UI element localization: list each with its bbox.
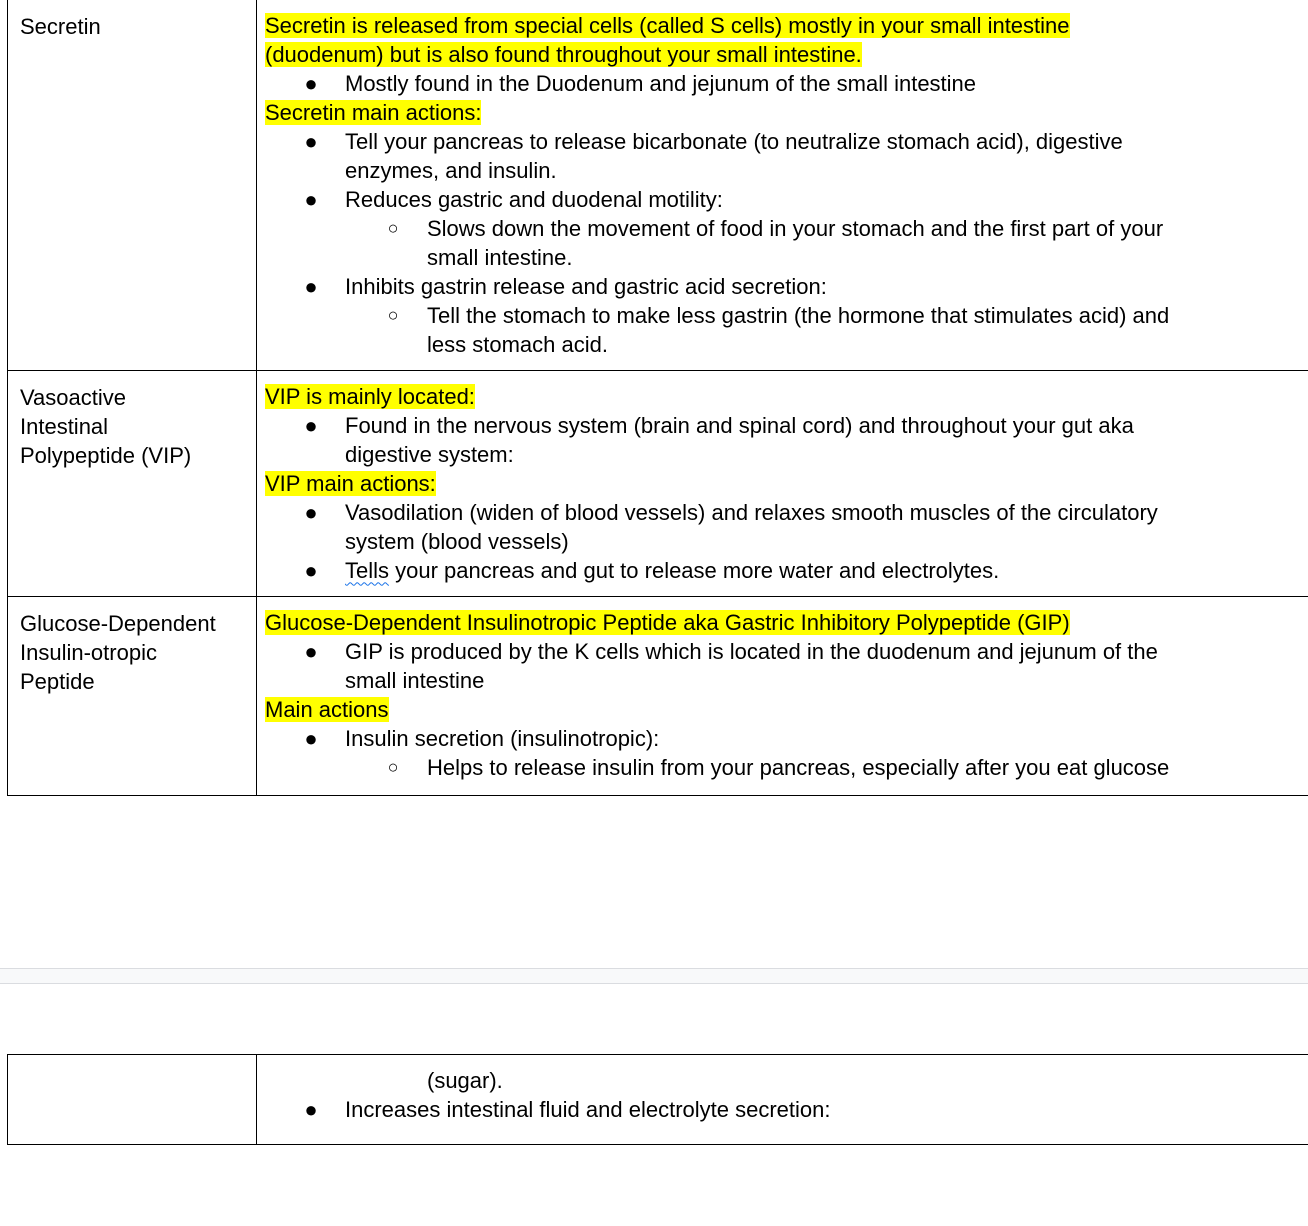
sub-bullet-text: Helps to release insulin from your pancreas, especially after you eat glucose xyxy=(427,754,1170,780)
sub-bullet-text: Tell the stomach to make less gastrin (the hormone that stimulates acid) and xyxy=(427,303,1170,328)
bullet-text: Reduces gastric and duodenal motility: xyxy=(345,187,723,212)
bullet-continuation xyxy=(265,527,1308,556)
bullet-text: Increases intestinal fluid and electrolyte secretion: xyxy=(345,1097,831,1122)
hormone-description-cell[interactable] xyxy=(257,0,1308,370)
highlighted-text: Secretin is released from special cells (called S cells) mostly in your small intestine xyxy=(265,13,1070,38)
hormone-name-line: Vasoactive xyxy=(20,384,126,410)
sub-bullet-text: small intestine. xyxy=(427,245,573,270)
bullet-icon: ● xyxy=(304,187,318,212)
bullet-icon: ● xyxy=(304,274,318,299)
bullet-icon: ● xyxy=(304,557,318,583)
bullet-item xyxy=(265,556,1308,585)
bullet-text: enzymes, and insulin. xyxy=(345,158,557,183)
sub-bullet-continuation xyxy=(265,243,1308,272)
section-heading xyxy=(265,382,1308,411)
bullet-text: Vasodilation (widen of blood vessels) and relaxes smooth muscles of the circulatory xyxy=(345,499,1158,525)
bullet-icon: ● xyxy=(304,1097,318,1122)
bullet-continuation xyxy=(265,666,1308,695)
bullet-text: GIP is produced by the K cells which is located in the duodenum and jejunum of the xyxy=(345,638,1158,664)
hormone-name-line: Secretin xyxy=(20,14,101,39)
bullet-item xyxy=(265,498,1308,527)
bullet-item xyxy=(265,724,1308,753)
sub-bullet-item xyxy=(265,301,1308,330)
bullet-icon: ● xyxy=(304,412,318,438)
bullet-text: system (blood vessels) xyxy=(345,528,569,554)
highlighted-text: Glucose-Dependent Insulinotropic Peptide aka Gastric Inhibitory Polypeptide (GIP) xyxy=(265,609,1070,635)
hormone-description-cell[interactable] xyxy=(257,1055,1308,1145)
section-heading xyxy=(265,469,1308,498)
bullet-text: Insulin secretion (insulinotropic): xyxy=(345,725,660,751)
bullet-icon: ● xyxy=(304,129,318,154)
hormone-table xyxy=(7,0,1308,796)
sub-bullet-continuation xyxy=(265,1066,1308,1095)
sub-bullet-item xyxy=(265,753,1308,782)
paragraph-line xyxy=(265,40,1308,69)
bullet-icon: ● xyxy=(304,499,318,525)
bullet-continuation xyxy=(265,156,1308,185)
highlighted-text: VIP main actions: xyxy=(265,470,436,496)
bullet-item xyxy=(265,1095,1308,1124)
section-heading xyxy=(265,695,1308,724)
hormone-name-cell[interactable] xyxy=(8,370,257,596)
table-row-secretin xyxy=(8,0,1308,370)
hormone-name-line: Insulin-otropic xyxy=(20,639,157,665)
bullet-icon: ● xyxy=(304,71,318,96)
bullet-item xyxy=(265,127,1308,156)
sub-bullet-text: Slows down the movement of food in your stomach and the first part of your xyxy=(427,216,1164,241)
bullet-text: Found in the nervous system (brain and spinal cord) and throughout your gut aka xyxy=(345,412,1134,438)
bullet-text: your pancreas and gut to release more water and electrolytes. xyxy=(389,557,1000,583)
hollow-bullet-icon: ○ xyxy=(387,756,399,777)
highlighted-text: (duodenum) but is also found throughout your small intestine. xyxy=(265,42,862,67)
hormone-name-line: Glucose-Dependent xyxy=(20,610,216,636)
bullet-text: Inhibits gastrin release and gastric acid secretion: xyxy=(345,274,827,299)
hormone-name-cell[interactable] xyxy=(8,0,257,370)
bullet-icon: ● xyxy=(304,638,318,664)
hollow-bullet-icon: ○ xyxy=(387,305,399,325)
hormone-name-cell[interactable] xyxy=(8,596,257,795)
hormone-name-cell[interactable] xyxy=(8,1055,257,1145)
bullet-item xyxy=(265,637,1308,666)
table-row-vip xyxy=(8,370,1308,596)
table-row-gip xyxy=(8,596,1308,795)
hormone-table-continued xyxy=(7,1054,1308,1145)
bullet-text: Tell your pancreas to release bicarbonate (to neutralize stomach acid), digestive xyxy=(345,129,1123,154)
bullet-icon: ● xyxy=(304,725,318,751)
bullet-text: small intestine xyxy=(345,667,485,693)
bullet-text: Mostly found in the Duodenum and jejunum of the small intestine xyxy=(345,71,977,96)
bullet-text: digestive system: xyxy=(345,441,514,467)
sub-bullet-continuation xyxy=(265,330,1308,359)
highlighted-text: Main actions xyxy=(265,696,389,722)
highlighted-text: VIP is mainly located: xyxy=(265,383,475,409)
sub-bullet-item xyxy=(265,214,1308,243)
paragraph-line xyxy=(265,11,1308,40)
hormone-description-cell[interactable] xyxy=(257,596,1308,795)
hollow-bullet-icon: ○ xyxy=(387,218,399,238)
hormone-description-cell[interactable] xyxy=(257,370,1308,596)
bullet-continuation xyxy=(265,440,1308,469)
spellcheck-word[interactable]: Tells xyxy=(345,557,390,583)
bullet-item xyxy=(265,69,1308,98)
hormone-name-line: Polypeptide (VIP) xyxy=(20,442,192,468)
sub-bullet-text: less stomach acid. xyxy=(427,332,608,357)
table-row-continued xyxy=(8,1055,1308,1145)
section-heading xyxy=(265,608,1308,637)
highlighted-text: Secretin main actions: xyxy=(265,100,482,125)
sub-bullet-text: (sugar). xyxy=(427,1068,503,1093)
document-page-2 xyxy=(0,984,1308,1226)
hormone-name-line: Intestinal xyxy=(20,413,109,439)
bullet-item xyxy=(265,272,1308,301)
bullet-item xyxy=(265,185,1308,214)
page-break xyxy=(0,968,1308,984)
section-heading xyxy=(265,98,1308,127)
bullet-item xyxy=(265,411,1308,440)
hormone-name-line: Peptide xyxy=(20,668,95,694)
